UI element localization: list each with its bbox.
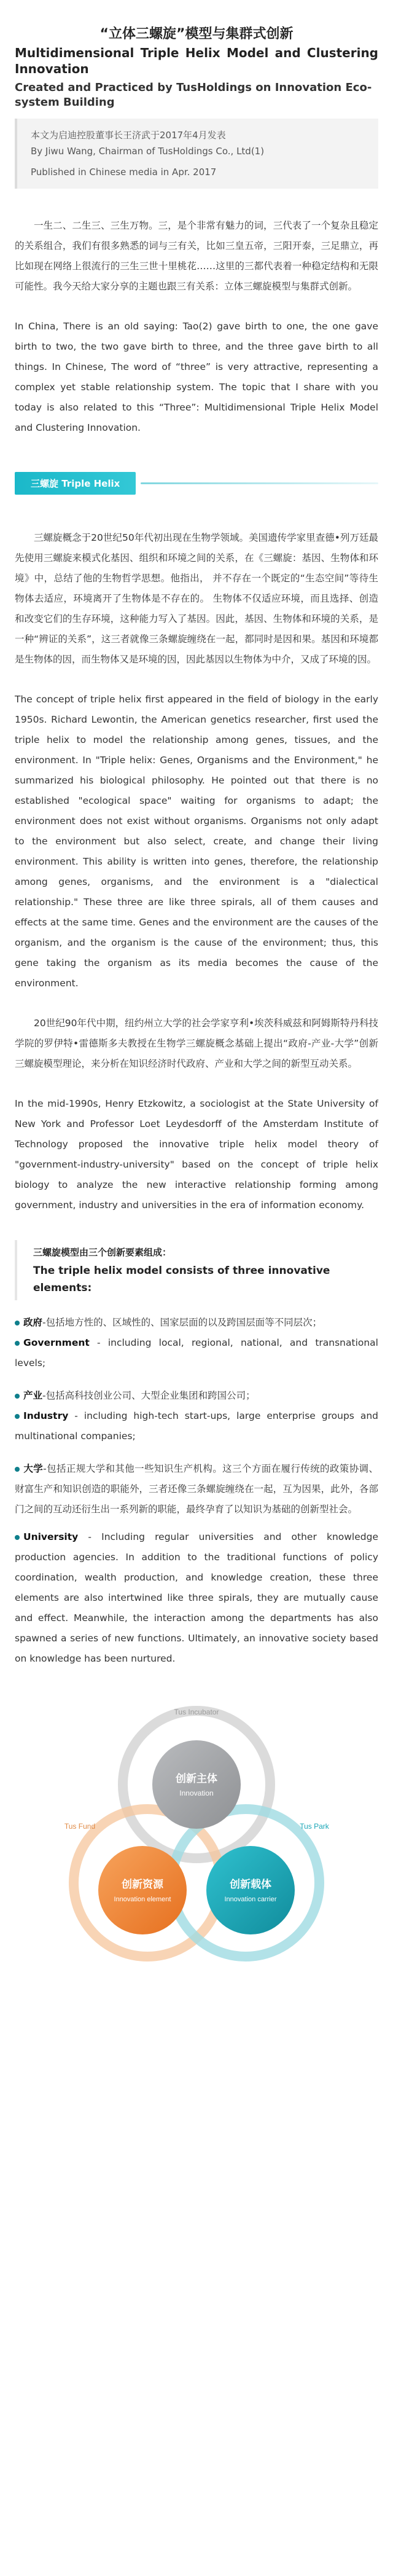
bullet-industry-en (15, 1406, 378, 1447)
bullet-university-cn (15, 1459, 378, 1520)
elements-heading (15, 1240, 378, 1300)
label-left-cn: 创新资源 (122, 1879, 163, 1891)
meta-cn: 本文为启迪控股董事长王济武于2017年4月发表 (31, 130, 226, 141)
bullet-text: - including high-tech start-ups, large enterprise groups and multinational companies; (15, 1410, 378, 1442)
bullet-dot-icon (15, 1414, 20, 1419)
bullet-text: - Including regular universities and other knowledge production agencies. In addition to the traditional functions of policy coordination, wealth production, and knowledge creation, these three elements are also intertwined like three spirals, they are mutually cause and effect. Meanwhile, the interaction among the departments has also spawned a series of new functions. Ultimately, an innovative society based on knowledge has been nurtured. (15, 1531, 378, 1664)
bullet-dot-icon (15, 1467, 20, 1472)
label-right-en: Innovation carrier (224, 1896, 277, 1903)
section-header-triple-helix (15, 470, 378, 496)
meta-published: Published in Chinese media in Apr. 2017 (31, 167, 217, 178)
bullet-text: -包括高科技创业公司、大型企业集团和跨国公司； (42, 1390, 255, 1401)
bullet-government-en (15, 1333, 378, 1373)
bullet-key: 大学 (23, 1463, 44, 1474)
subtitle-en: Created and Practiced by TusHoldings on Innovation Eco-system Building (15, 81, 372, 109)
bullet-key: 政府 (23, 1317, 43, 1328)
bullet-text: - including local, regional, national, and transnational levels; (15, 1337, 378, 1368)
ring-label-left: Tus Fund (64, 1822, 96, 1831)
helix-cn-2: 20世纪90年代中期，纽约州立大学的社会学家亨利•埃茨科威兹和阿姆斯特丹科技学院的罗伊特•雷德斯多夫教授在生物学三螺旋概念基础上提出“政府-产业-大学”创新三螺旋模型理论，来分析在知识经济时代政府、产业和大学之间的新型互动关系。 (15, 1018, 378, 1069)
title-en: Multidimensional Triple Helix Model and Clustering Innovation (15, 45, 378, 76)
title-block (0, 0, 393, 110)
bullet-government-cn (15, 1313, 378, 1333)
intro-en: In China, There is an old saying: Tao(2) gave birth to one, the one gave birth to two, the two gave birth to three, and the three gave birth to all things. In Chinese, The word of “three” is very attractive, representing a complex yet stable relationship system. The topic that I share with you today is also related to this “Three”: Multidimensional Triple Helix Model and Clustering Innovation. (15, 321, 378, 433)
bullet-university-en (15, 1527, 378, 1669)
helix-en-1: The concept of triple helix first appeared in the field of biology in the early 1950s. Richard Lewontin, the American genetics researcher, first used the triple helix to model the relationship among genes, tissues, and the environment. In "Triple helix: Genes, Organisms and the Environment," he summarized his biological philosophy. He pointed out that there is no established "ecological space" waiting for organisms to adapt; the environment does not exist without organisms. Organisms not only adapt to the environment but also select, create, and change their living environment. This ability is written into genes, therefore, the relationship among genes, organisms, and the environment is a "dialectical relationship." These three are like three spirals, all of them causes and effects at the same time. Genes and the environment are the causes of the organism, and the organism is the cause of the environment; thus, this gene taking the organism as its media becomes the cause of the environment. (15, 694, 378, 989)
bullet-industry-cn (15, 1386, 378, 1406)
section-label: 三螺旋 Triple Helix (15, 472, 136, 495)
label-right-cn: 创新载体 (230, 1879, 271, 1891)
meta-en: By Jiwu Wang, Chairman of TusHoldings Co., Ltd(1) (31, 146, 265, 157)
bullet-key: Industry (23, 1410, 69, 1421)
label-top-en: Innovation (179, 1789, 214, 1797)
helix-en-2: In the mid-1990s, Henry Etzkowitz, a sociologist at the State University of New York and Professor Loet Leydesdorff of the Amsterdam Institute of Technology proposed the innovative triple helix model theory of "government-industry-university" based on the concept of triple helix biology to analyze the new interactive relationship forming among government, industry and universities in the era of information economy. (15, 1098, 378, 1211)
triple-helix-diagram (37, 1687, 356, 1982)
author-meta-box (15, 119, 378, 189)
label-top-cn: 创新主体 (176, 1773, 217, 1785)
bullet-key: 产业 (23, 1390, 43, 1401)
bullet-dot-icon (15, 1341, 20, 1346)
bullet-text: -包括地方性的、区域性的、国家层面的以及跨国层面等不同层次； (42, 1317, 322, 1328)
ring-label-top: Tus Incubator (174, 1708, 219, 1716)
section-divider (141, 482, 378, 484)
elements-heading-cn: 三螺旋模型由三个创新要素组成： (33, 1247, 172, 1258)
bullet-dot-icon (15, 1394, 20, 1399)
intro-cn: 一生二、二生三、三生万物。三，是个非常有魅力的词，三代表了一个复杂且稳定的关系组合，我们有很多熟悉的词与三有关，比如三皇五帝，三阳开泰，三足鼎立，再比如现在网络上很流行的三生三世十里桃花……这里的三都代表着一种稳定结构和无限可能性。我今天给大家分享的主题也跟三有关系：立体三螺旋模型与集群式创新。 (15, 220, 378, 292)
bullet-dot-icon (15, 1535, 20, 1540)
diagram-svg (37, 1687, 356, 1982)
ring-label-right: Tus Park (300, 1822, 329, 1831)
bullet-text: -包括正规大学和其他一些知识生产机构。这三个方面在履行传统的政策协调、财富生产和知识创造的职能外，三者还像三条螺旋缠绕在一起，互为因果，此外，各部门之间的互动还衍生出一系列新的职能，最终孕育了以知识为基础的创新型社会。 (15, 1463, 378, 1515)
elements-heading-en: The triple helix model consists of three innovative elements: (33, 1265, 330, 1294)
title-cn: “立体三螺旋”模型与集群式创新 (99, 26, 294, 42)
bullet-key: University (23, 1531, 79, 1542)
helix-cn-1: 三螺旋概念于20世纪50年代初出现在生物学领域。美国遗传学家里查德•列万廷最先使用三螺旋来模式化基因、组织和环境之间的关系，在《三螺旋：基因、生物体和环境》中，总结了他的生物哲学思想。他指出， 并不存在一个既定的“生态空间”等待生物体去适应，环境离开了生物体是不存在的。 生物体不仅适应环境，而且选择、创造和改变它们的生存环境，这种能力写入了基因。因此，基因、生物体和环境的关系，是一种“辨证的关系”，这三者就像三条螺旋缠绕在一起，都同时是因和果。基因和环境都是生物体的因，而生物体又是环境的因，因此基因以生物体为中介，又成了环境的因。 (15, 532, 378, 665)
bullet-dot-icon (15, 1321, 20, 1325)
label-left-en: Innovation element (114, 1896, 171, 1903)
bullet-key: Government (23, 1337, 90, 1348)
